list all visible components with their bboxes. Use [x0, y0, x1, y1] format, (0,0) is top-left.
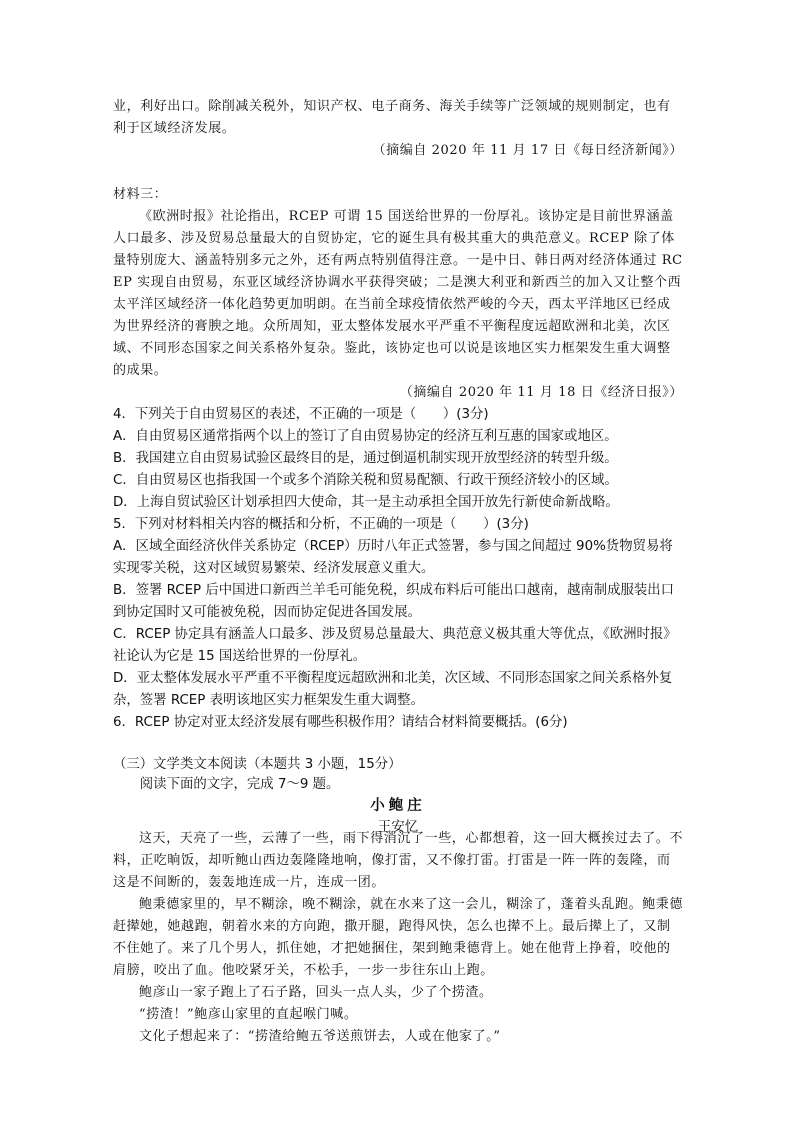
story-body [113, 828, 683, 1048]
question-5-stem: 5．下列对材料相关内容的概括和分析，不正确的一项是（ ）(3分) [113, 517, 529, 532]
material-two-ending [113, 96, 683, 162]
material-two-paragraph-end: 业，利好出口。除削减关税外，知识产权、电子商务、海关手续等广泛领域的规则制定，也有利于区域经济发展。 [113, 99, 671, 136]
material-three-label: 材料三： [113, 187, 168, 202]
story-author: 王安忆 [377, 819, 419, 835]
questions-section [113, 404, 683, 734]
story-title: 小鲍庄 [370, 798, 426, 814]
story-paragraph-3: 鲍彦山一家子跑上了石子路，回头一点人头，少了个捞渣。 [139, 985, 493, 1000]
question-4-option-d: D．上海自贸试验区计划承担四大使命，其一是主动承担全国开放先行新使命新战略。 [113, 495, 619, 510]
question-4-option-b: B．我国建立自由贸易试验区最终目的是，通过倒逼机制实现开放型经济的转型升级。 [113, 451, 618, 466]
question-4-stem: 4．下列关于自由贸易区的表述，不正确的一项是（ ）(3分) [113, 407, 489, 422]
story-paragraph-4: “捞渣！”鲍彦山家里的直起喉门喊。 [139, 1007, 358, 1022]
question-5-option-b: B．签署 RCEP 后中国进口新西兰羊毛可能免税，织成布料后可能出口越南，越南制成服装出口到协定国时又可能被免税，因而协定促进各国发展。 [113, 583, 675, 620]
material-two-source: （摘编自 2020 年 11 月 17 日《每日经济新闻》） [372, 143, 683, 158]
story-paragraph-2: 鲍秉德家里的，早不糊涂，晚不糊涂，就在水来了这一会儿，糊涂了，蓬着头乱跑。鲍秉德赶撵她，她越跑，朝着水来的方向跑，撒开腿，跑得风快，怎么也撵不上。最后撵上了，又制不住她了。来了几个男人，抓住她，才把她捆住，架到鲍秉德背上。她在他背上挣着，咬他的肩膀，咬出了血。他咬紧牙关，不松手，一步一步往东山上跑。 [113, 897, 684, 978]
question-5-option-c: C．RCEP 协定具有涵盖人口最多、涉及贸易总量最大、典范意义极其重大等优点，《欧洲时报》社论认为它是 15 国送给世界的一份厚礼。 [113, 627, 677, 664]
question-5-option-d: D．亚太整体发展水平严重不平衡程度远超欧洲和北美，次区域、不同形态国家之间关系格外复杂，签署 RCEP 表明该地区实力框架发生重大调整。 [113, 671, 673, 708]
material-three-paragraph: 《欧洲时报》社论指出，RCEP 可谓 15 国送给世界的一份厚礼。该协定是目前世界涵盖人口最多、涉及贸易总量最大的自贸协定，它的诞生具有极其重大的典范意义。RCEP 除了体量特别庞大、涵盖特别多元之外，还有两点特别值得注意。一是中日、韩日两对经济体通过 RCEP 实现自由贸易，东亚区域经济协调水平获得突破；二是澳大利亚和新西兰的加入又让整个西太平洋区域经济一体化趋势更加明朗。在当前全球疫情依然严峻的今天，西太平洋地区已经成为世界经济的膏腴之地。众所周知，亚太整体发展水平严重不平衡程度远超欧洲和北美，次区域、不同形态国家之间关系格外复杂。鉴此，该协定也可以说是该地区实力框架发生重大调整的成果。 [113, 209, 683, 378]
section-three-instruction: 阅读下面的文字，完成 7～9 题。 [139, 777, 340, 792]
question-6-stem: 6．RCEP 协定对亚太经济发展有哪些积极作用？请结合材料简要概括。(6分) [113, 715, 568, 730]
story-paragraph-1: 这天，天亮了一些，云薄了一些，雨下得消沉了一些，心都想着，这一回大概挨过去了。不料，正吃晌饭，却听鲍山西边轰隆隆地响，像打雷，又不像打雷。打雷是一阵一阵的轰隆，而这是不间断的，轰轰地连成一片，连成一团。 [113, 831, 684, 890]
question-4-option-c: C．自由贸易区也指我国一个或多个消除关税和贸易配额、行政干预经济较小的区域。 [113, 473, 618, 488]
question-4-option-a: A．自由贸易区通常指两个以上的签订了自由贸易协定的经济互利互惠的国家或地区。 [113, 429, 618, 444]
section-three-heading: （三）文学类文本阅读（本题共 3 小题，15分） [113, 757, 402, 772]
material-three-source: （摘编自 2020 年 11 月 18 日《经济日报》） [399, 385, 683, 400]
literary-section [113, 755, 683, 837]
material-three [113, 184, 683, 404]
story-paragraph-5: 文化子想起来了：“捞渣给鲍五爷送煎饼去，人或在他家了。” [139, 1029, 501, 1044]
question-5-option-a: A．区域全面经济伙伴关系协定（RCEP）历时八年正式签署，参与国之间超过 90%货物贸易将实现零关税，这对区域贸易繁荣、经济发展意义重大。 [113, 539, 673, 576]
